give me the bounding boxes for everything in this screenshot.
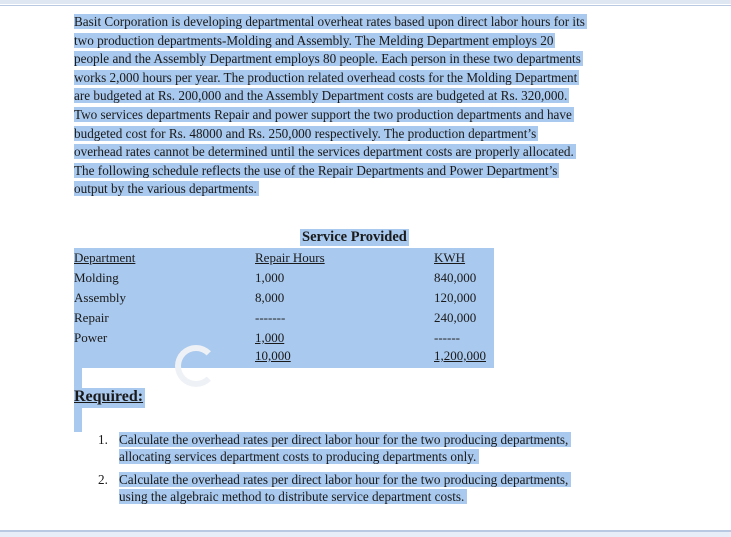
header-department: Department xyxy=(74,250,136,265)
highlight-bar xyxy=(74,408,82,432)
watermark xyxy=(175,345,217,387)
problem-paragraph xyxy=(74,13,659,199)
total-repair-hours: 10,000 xyxy=(255,348,291,363)
bottom-band xyxy=(0,532,731,537)
paragraph-line: are budgeted at Rs. 200,000 and the Assembly Department costs are budgeted at Rs. 320,000. xyxy=(74,88,568,104)
paragraph-line: Basit Corporation is developing departmental overheat rates based upon direct labor hours for its xyxy=(74,14,585,29)
item-number: 2. xyxy=(98,472,108,487)
cell-repair-hours: ------- xyxy=(255,310,286,325)
cell-kwh: 240,000 xyxy=(434,310,477,325)
required-heading: Required: xyxy=(74,388,145,408)
cell-kwh: 840,000 xyxy=(434,270,477,285)
cell-repair-hours: 8,000 xyxy=(255,290,285,305)
item-number: 1. xyxy=(98,432,108,447)
total-kwh: 1,200,000 xyxy=(434,348,486,363)
cell-repair-hours: 1,000 xyxy=(255,330,285,345)
highlight-bar xyxy=(74,366,82,390)
cell-department: Power xyxy=(74,330,108,345)
cell-repair-hours: 1,000 xyxy=(255,270,285,285)
paragraph-line: people and the Assembly Department employs 80 people. Each person in these two departments xyxy=(74,51,581,67)
cell-kwh: 120,000 xyxy=(434,290,477,305)
cell-department: Molding xyxy=(74,270,119,285)
paragraph-line: two production departments-Molding and Assembly. The Melding Department employs 20 xyxy=(74,32,554,48)
item-text-line: allocating services department costs to producing departments only. xyxy=(119,449,479,464)
paragraph-line: overhead rates cannot be determined until the services department costs are properly allocated. xyxy=(74,144,574,160)
header-kwh: KWH xyxy=(434,250,466,265)
paragraph-line: output by the various departments. xyxy=(74,181,257,197)
paragraph-line: budgeted cost for Rs. 48000 and Rs. 250,000 respectively. The production department’s xyxy=(74,125,537,141)
top-border xyxy=(0,0,731,4)
item-text-line: using the algebraic method to distribute service department costs. xyxy=(119,489,467,504)
header-repair-hours: Repair Hours xyxy=(255,250,325,265)
paragraph-line: The following schedule reflects the use of the Repair Departments and Power Department’s xyxy=(74,162,558,178)
table-title: Service Provided xyxy=(302,229,407,245)
service-table xyxy=(74,248,494,368)
cell-kwh: ------ xyxy=(434,330,460,345)
item-text-line: Calculate the overhead rates per direct labor hour for the two producing departments, xyxy=(119,432,571,447)
paragraph-line: works 2,000 hours per year. The production related overhead costs for the Molding Department xyxy=(74,69,578,85)
cell-department: Assembly xyxy=(74,290,126,305)
item-text-line: Calculate the overhead rates per direct labor hour for the two producing departments, xyxy=(119,472,571,487)
cell-department: Repair xyxy=(74,310,109,325)
top-border-line xyxy=(0,5,731,6)
paragraph-line: Two services departments Repair and power support the two production departments and have xyxy=(74,106,572,122)
